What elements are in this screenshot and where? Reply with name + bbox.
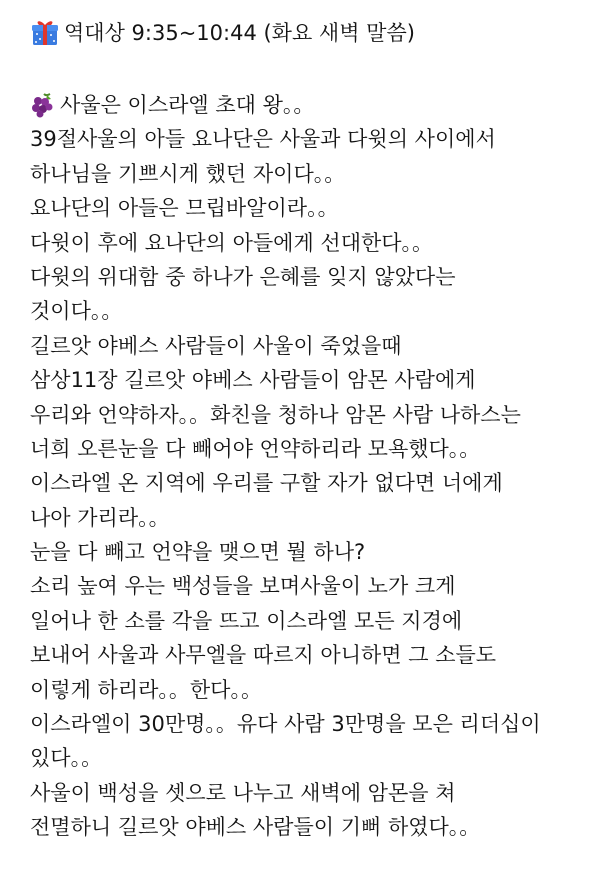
note-line xyxy=(30,294,590,328)
note-line-text: 나아 가리라。。 xyxy=(30,505,170,530)
note-line-text: 것이다。。 xyxy=(30,299,123,324)
note-line xyxy=(30,260,590,294)
note-line-text: 일어나 한 소를 각을 뜨고 이스라엘 모든 지경에 xyxy=(30,608,463,633)
note-line-text: 너희 오른눈을 다 빼어야 언약하리라 모욕했다。。 xyxy=(30,436,481,461)
note-title-line xyxy=(30,14,415,50)
note-line xyxy=(30,88,590,122)
note-line-text: 우리와 언약하자。。화친을 청하나 암몬 사람 나하스는 xyxy=(30,402,521,427)
note-line xyxy=(30,329,590,363)
gift-icon xyxy=(30,17,60,47)
note-line-text: 하나님을 기쁘시게 했던 자이다。。 xyxy=(30,161,346,186)
note-line xyxy=(30,638,590,672)
note-line xyxy=(30,776,590,810)
note-title: 역대상 9:35~10:44 (화요 새벽 말씀) xyxy=(64,21,415,45)
note-line-text: 눈을 다 빼고 언약을 맺으면 뭘 하나? xyxy=(30,540,366,565)
note-line-text: 다윗의 위대함 중 하나가 은혜를 잊지 않았다는 xyxy=(30,264,456,289)
note-line xyxy=(30,673,590,707)
note-line-text: 사울이 백성을 셋으로 나누고 새벽에 암몬을 쳐 xyxy=(30,780,456,805)
note-body xyxy=(30,88,590,845)
note-line-text: 있다。。 xyxy=(30,746,103,771)
note-line xyxy=(30,501,590,535)
note-line-text: 이스라엘 온 지역에 우리를 구할 자가 없다면 너에게 xyxy=(30,471,503,496)
note-line xyxy=(30,810,590,844)
note-line-text: 다윗이 후에 요나단의 아들에게 선대한다。。 xyxy=(30,230,434,255)
note-line xyxy=(30,432,590,466)
note-line-text: 삼상11장 길르앗 야베스 사람들이 암몬 사람에게 xyxy=(30,368,476,393)
note-line xyxy=(30,466,590,500)
note-line-text: 보내어 사울과 사무엘을 따르지 아니하면 그 소들도 xyxy=(30,643,497,668)
grapes-icon xyxy=(30,92,56,118)
note-line xyxy=(30,535,590,569)
note-line xyxy=(30,398,590,432)
note-line-text: 이스라엘이 30만명。。유다 사람 3만명을 모은 리더십이 xyxy=(30,712,541,737)
note-line xyxy=(30,122,590,156)
note-line-text: 전멸하니 길르앗 야베스 사람들이 기뻐 하였다。。 xyxy=(30,815,481,840)
note-line xyxy=(30,363,590,397)
note-line-text: 이렇게 하리라。。한다。。 xyxy=(30,677,262,702)
note-line xyxy=(30,226,590,260)
note-line xyxy=(30,569,590,603)
note-line xyxy=(30,707,590,741)
note-line xyxy=(30,604,590,638)
note-line-text: 길르앗 야베스 사람들이 사울이 죽었을때 xyxy=(30,333,402,358)
note-line xyxy=(30,157,590,191)
note-line xyxy=(30,741,590,775)
note-line-text: 요나단의 아들은 므립바알이라。。 xyxy=(30,196,339,221)
note-line xyxy=(30,191,590,225)
note-line-text: 39절사울의 아들 요나단은 사울과 다윗의 사이에서 xyxy=(30,127,496,152)
note-line-text: 사울은 이스라엘 초대 왕。。 xyxy=(60,93,315,117)
note-line-text: 소리 높여 우는 백성들을 보며사울이 노가 크게 xyxy=(30,574,456,599)
